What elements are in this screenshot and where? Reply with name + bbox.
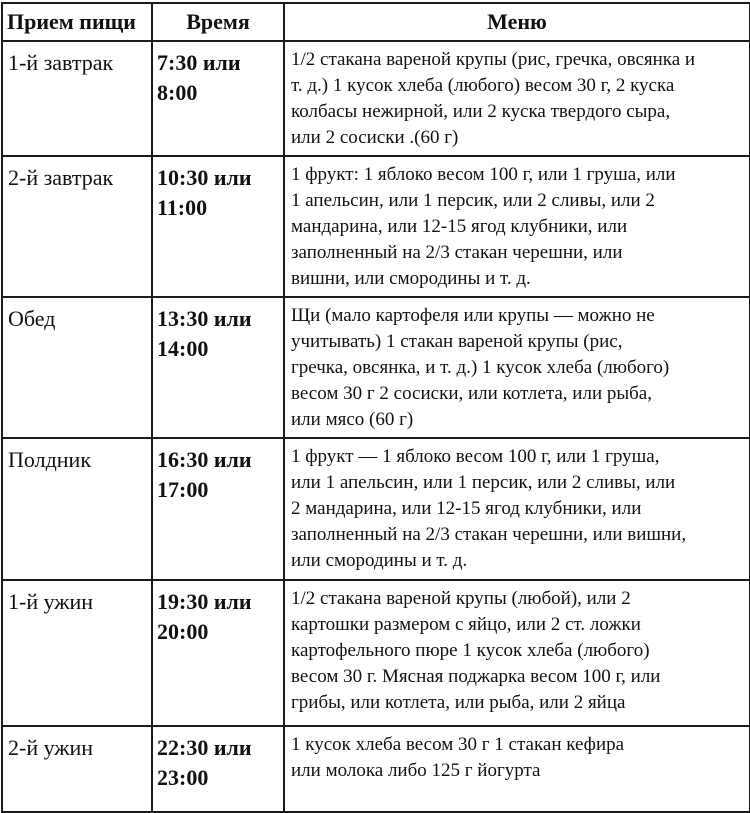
meal-time: 7:30 или 8:00	[152, 41, 284, 156]
meal-time: 22:30 или 23:00	[152, 726, 284, 812]
meal-name: 2-й ужин	[2, 726, 152, 812]
meal-time: 10:30 или 11:00	[152, 156, 284, 297]
meal-name: Обед	[2, 297, 152, 438]
table-row	[2, 438, 750, 580]
header-time: Время	[152, 3, 284, 41]
header-row	[2, 3, 750, 41]
meal-menu: 1/2 стакана вареной крупы (любой), или 2 картошки размером с яйцо, или 2 ст. ложки картофельного пюре 1 кусок хлеба (любого) весом 30 г. Мясная поджарка весом 100 г, или грибы, или котлета, или рыба, или 2 яйца	[284, 580, 750, 726]
meal-name: 1-й завтрак	[2, 41, 152, 156]
meal-menu: 1 кусок хлеба весом 30 г 1 стакан кефира или молока либо 125 г йогурта	[284, 726, 750, 812]
meal-name: Полдник	[2, 438, 152, 580]
meal-time: 13:30 или 14:00	[152, 297, 284, 438]
table-row	[2, 156, 750, 297]
meal-name: 2-й завтрак	[2, 156, 152, 297]
table-row	[2, 41, 750, 156]
header-menu: Меню	[284, 3, 750, 41]
table-row	[2, 580, 750, 726]
meal-menu: 1 фрукт — 1 яблоко весом 100 г, или 1 груша, или 1 апельсин, или 1 персик, или 2 сливы, или 2 мандарина, или 12-15 ягод клубники, или заполненный на 2/3 стакан черешни, или вишни, или смородины и т. д.	[284, 438, 750, 580]
meal-time: 16:30 или 17:00	[152, 438, 284, 580]
table-row	[2, 726, 750, 812]
meal-schedule-table	[1, 2, 750, 813]
meal-time: 19:30 или 20:00	[152, 580, 284, 726]
header-meal: Прием пищи	[2, 3, 152, 41]
meal-menu: Щи (мало картофеля или крупы — можно не учитывать) 1 стакан вареной крупы (рис, гречка, овсянка, и т. д.) 1 кусок хлеба (любого) весом 30 г 2 сосиски, или котлета, или рыба, или мясо (60 г)	[284, 297, 750, 438]
table-row	[2, 297, 750, 438]
meal-menu: 1 фрукт: 1 яблоко весом 100 г, или 1 груша, или 1 апельсин, или 1 персик, или 2 сливы, или 2 мандарина, или 12-15 ягод клубники, или заполненный на 2/3 стакан черешни, или вишни, или смородины и т. д.	[284, 156, 750, 297]
meal-menu: 1/2 стакана вареной крупы (рис, гречка, овсянка и т. д.) 1 кусок хлеба (любого) весом 30 г, 2 куска колбасы нежирной, или 2 куска твердого сыра, или 2 сосиски .(60 г)	[284, 41, 750, 156]
meal-name: 1-й ужин	[2, 580, 152, 726]
